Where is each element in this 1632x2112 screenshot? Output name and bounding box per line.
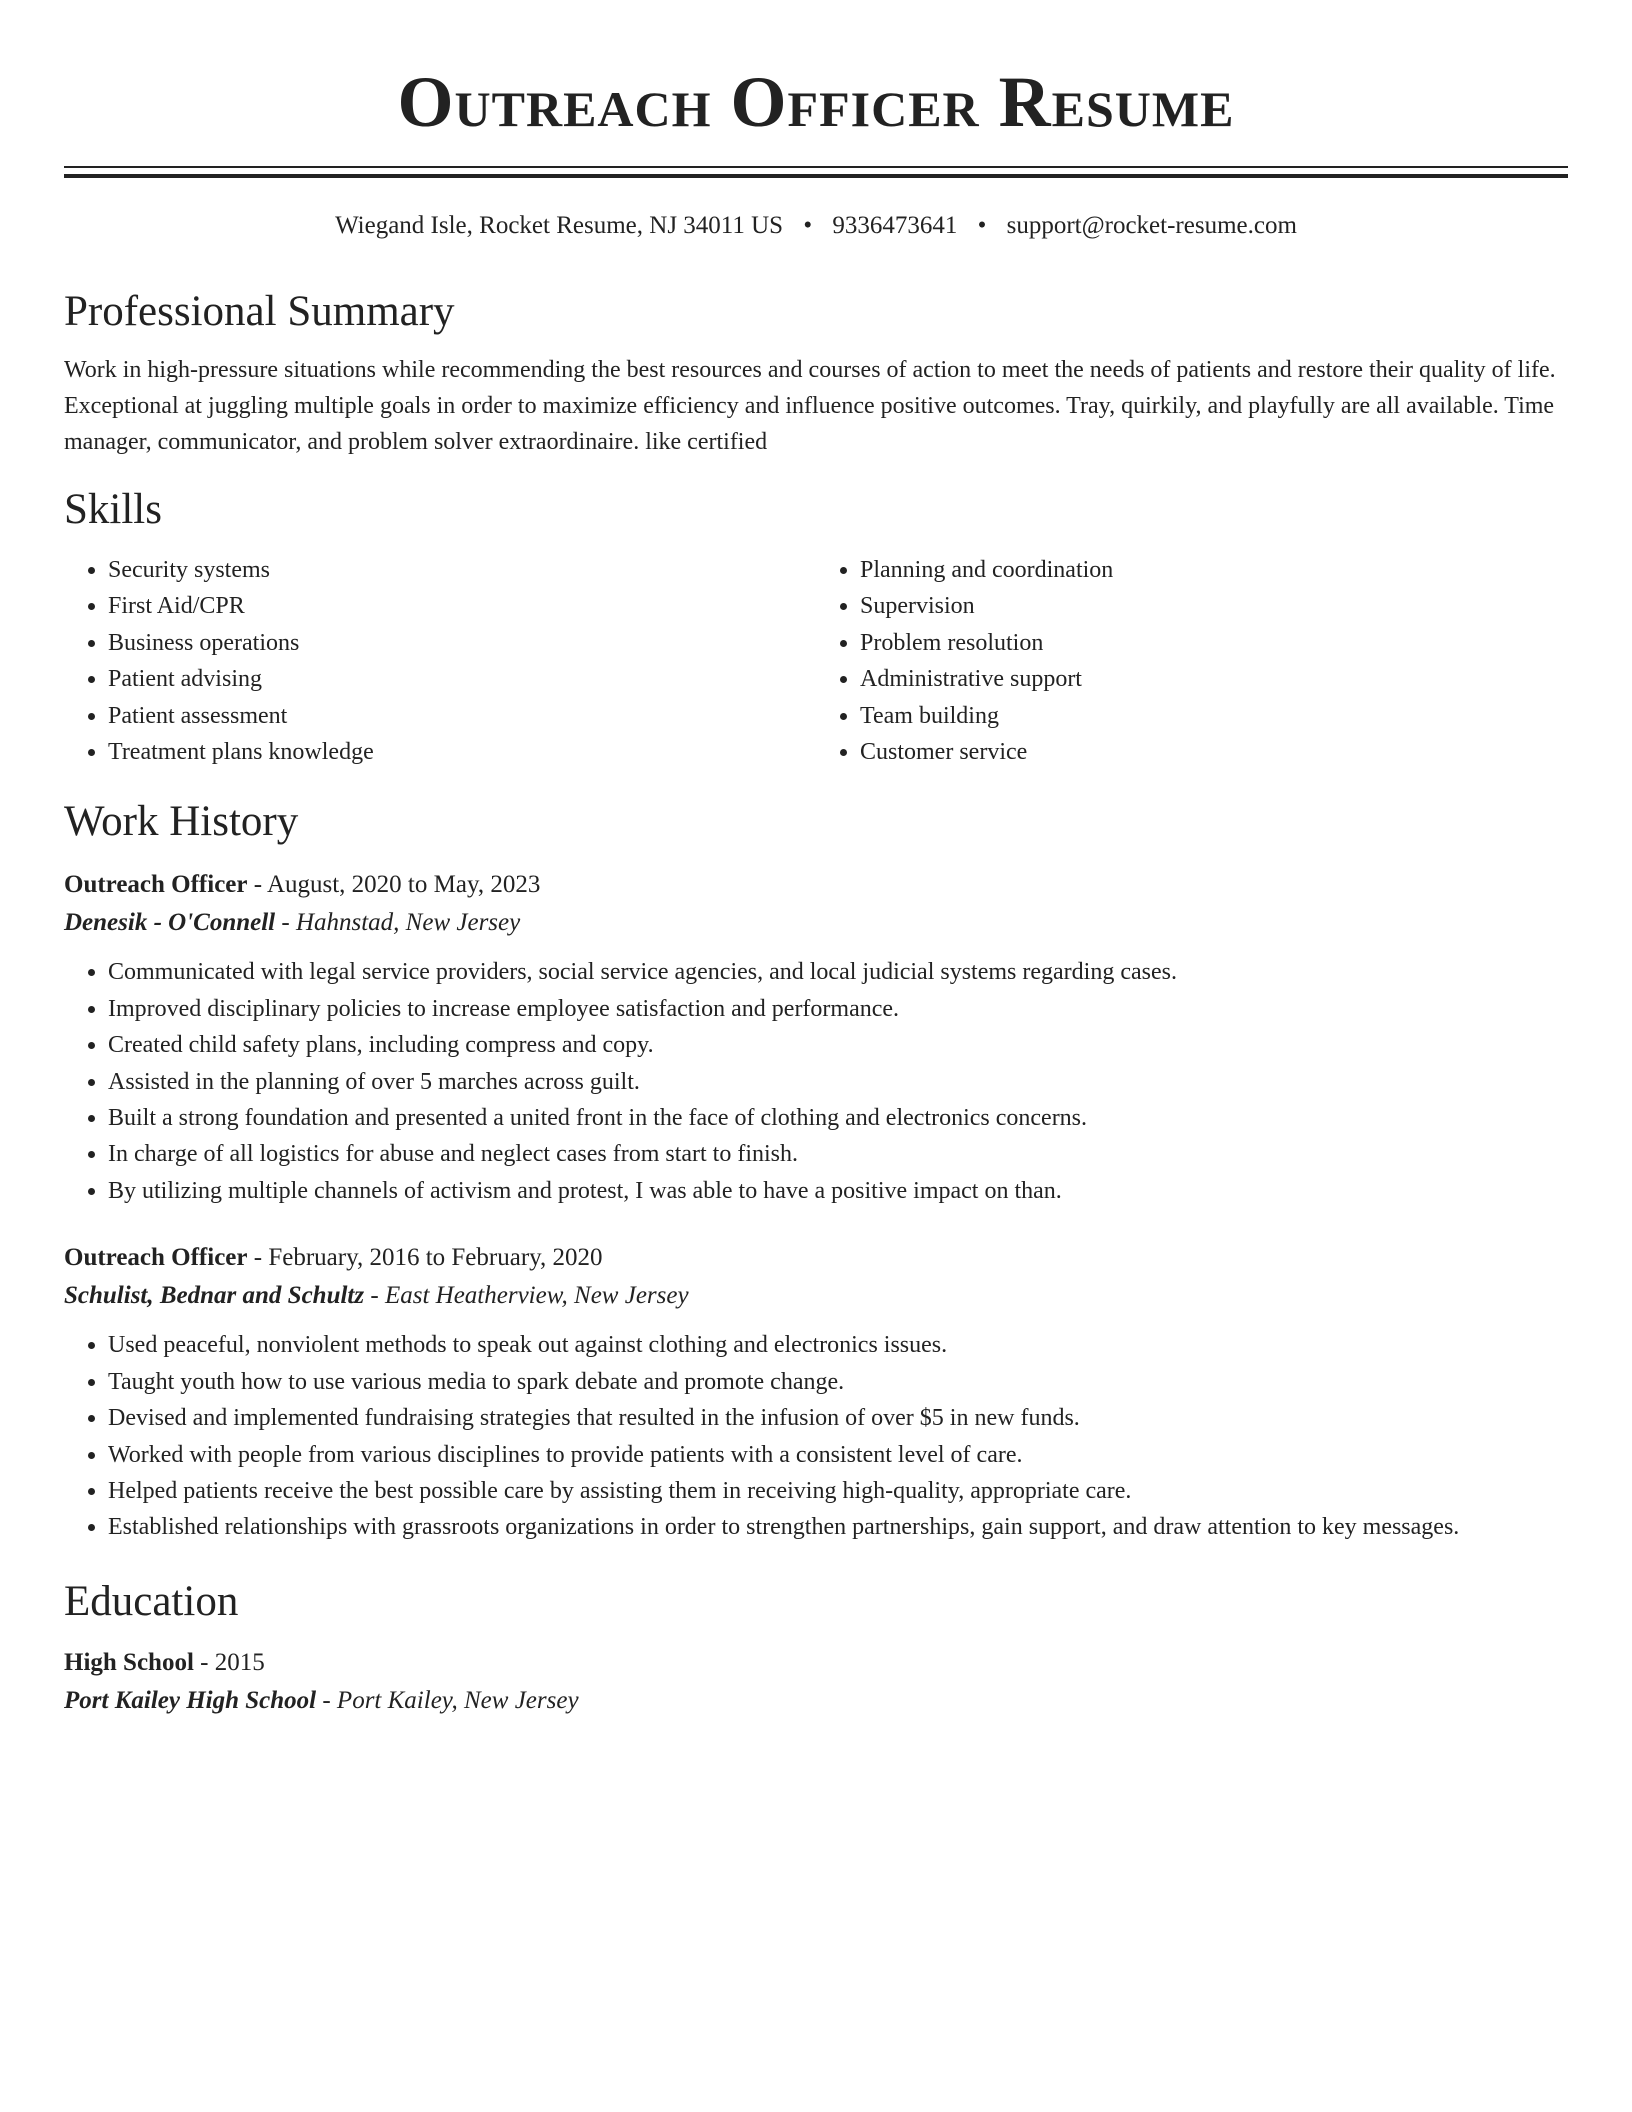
summary-heading: Professional Summary [64, 288, 455, 335]
job-bullet: • Taught youth how to use various media to spark debate and promote change. [108, 1364, 1568, 1400]
contact-address: Wiegand Isle, Rocket Resume, NJ 34011 US [335, 212, 784, 239]
job-bullet: • In charge of all logistics for abuse and neglect cases from start to finish. [108, 1136, 1568, 1172]
job-bullet: • Established relationships with grassroots organizations in order to strengthen partnerships, gain support, and draw attention to key messages. [108, 1509, 1568, 1545]
education-degree-line [64, 1644, 1568, 1682]
education-school: Port Kailey High School [64, 1686, 317, 1714]
job-bullet: • Communicated with legal service providers, social service agencies, and local judicial systems regarding cases. [108, 954, 1568, 990]
job-title-line [64, 866, 1568, 904]
contact-line [64, 210, 1568, 242]
skill-item: • Business operations [108, 625, 816, 661]
job-entry [64, 866, 1568, 1209]
job-bullet: • By utilizing multiple channels of activism and protest, I was able to have a positive impact on than. [108, 1173, 1568, 1209]
job-bullets [64, 1327, 1568, 1545]
contact-email: support@rocket-resume.com [1006, 212, 1297, 239]
job-bullet: • Devised and implemented fundraising strategies that resulted in the infusion of over $5 in new funds. [108, 1400, 1568, 1436]
job-entry [64, 1239, 1568, 1545]
work-history-heading: Work History [64, 798, 299, 846]
skills-column-left [64, 552, 816, 770]
skills-list [64, 552, 1568, 770]
skill-item: • Team building [860, 698, 1568, 734]
skill-item: • Customer service [860, 734, 1568, 770]
summary-text: Work in high-pressure situations while recommending the best resources and courses of action to meet the needs of patients and restore their quality of life. Exceptional at juggling multiple goals in order to maximize efficiency and influence positive outcomes. Tray, quirkily, and playfully are all available. Time manager, communicator, and problem solver extraordinaire. like certified [64, 357, 1556, 455]
job-company: Schulist, Bednar and Schultz [64, 1282, 365, 1310]
skill-item: • Patient assessment [108, 698, 816, 734]
education-degree: High School [64, 1648, 194, 1676]
job-title: Outreach Officer [64, 1244, 248, 1272]
contact-separator: • [977, 212, 987, 239]
skill-item: • Planning and coordination [860, 552, 1568, 588]
page-title: Outreach Officer Resume [397, 62, 1235, 142]
education-year: - 2015 [200, 1648, 265, 1676]
contact-separator: • [803, 212, 813, 239]
job-title-line [64, 1239, 1568, 1277]
job-bullet: • Used peaceful, nonviolent methods to speak out against clothing and electronics issues. [108, 1327, 1568, 1363]
job-bullet: • Assisted in the planning of over 5 marches across guilt. [108, 1064, 1568, 1100]
education-heading: Education [64, 1577, 239, 1625]
title-divider-thick [64, 174, 1568, 178]
skills-heading: Skills [64, 486, 162, 533]
job-company-line [64, 1277, 1568, 1315]
job-bullet: • Improved disciplinary policies to increase employee satisfaction and performance. [108, 991, 1568, 1027]
job-company: Denesik - O'Connell [64, 909, 276, 937]
education-location: - Port Kailey, New Jersey [322, 1686, 579, 1714]
job-bullet: • Helped patients receive the best possible care by assisting them in receiving high-quality, appropriate care. [108, 1473, 1568, 1509]
job-dates: - August, 2020 to May, 2023 [253, 871, 541, 899]
skill-item: • Patient advising [108, 661, 816, 697]
skill-item: • Supervision [860, 588, 1568, 624]
skill-item: • First Aid/CPR [108, 588, 816, 624]
job-bullet: • Worked with people from various disciplines to provide patients with a consistent level of care. [108, 1437, 1568, 1473]
skill-item: • Security systems [108, 552, 816, 588]
job-bullet: • Created child safety plans, including compress and copy. [108, 1027, 1568, 1063]
title-divider-thin [64, 166, 1568, 168]
job-company-line [64, 904, 1568, 942]
job-location: - East Heatherview, New Jersey [370, 1282, 689, 1310]
job-title: Outreach Officer [64, 871, 248, 899]
skill-item: • Problem resolution [860, 625, 1568, 661]
job-bullets [64, 954, 1568, 1209]
job-bullet: • Built a strong foundation and presented a united front in the face of clothing and electronics concerns. [108, 1100, 1568, 1136]
contact-phone: 9336473641 [832, 212, 958, 239]
job-dates: - February, 2016 to February, 2020 [253, 1244, 603, 1272]
skills-column-right [816, 552, 1568, 770]
skill-item: • Treatment plans knowledge [108, 734, 816, 770]
skill-item: • Administrative support [860, 661, 1568, 697]
job-location: - Hahnstad, New Jersey [281, 909, 521, 937]
education-school-line [64, 1682, 1568, 1720]
